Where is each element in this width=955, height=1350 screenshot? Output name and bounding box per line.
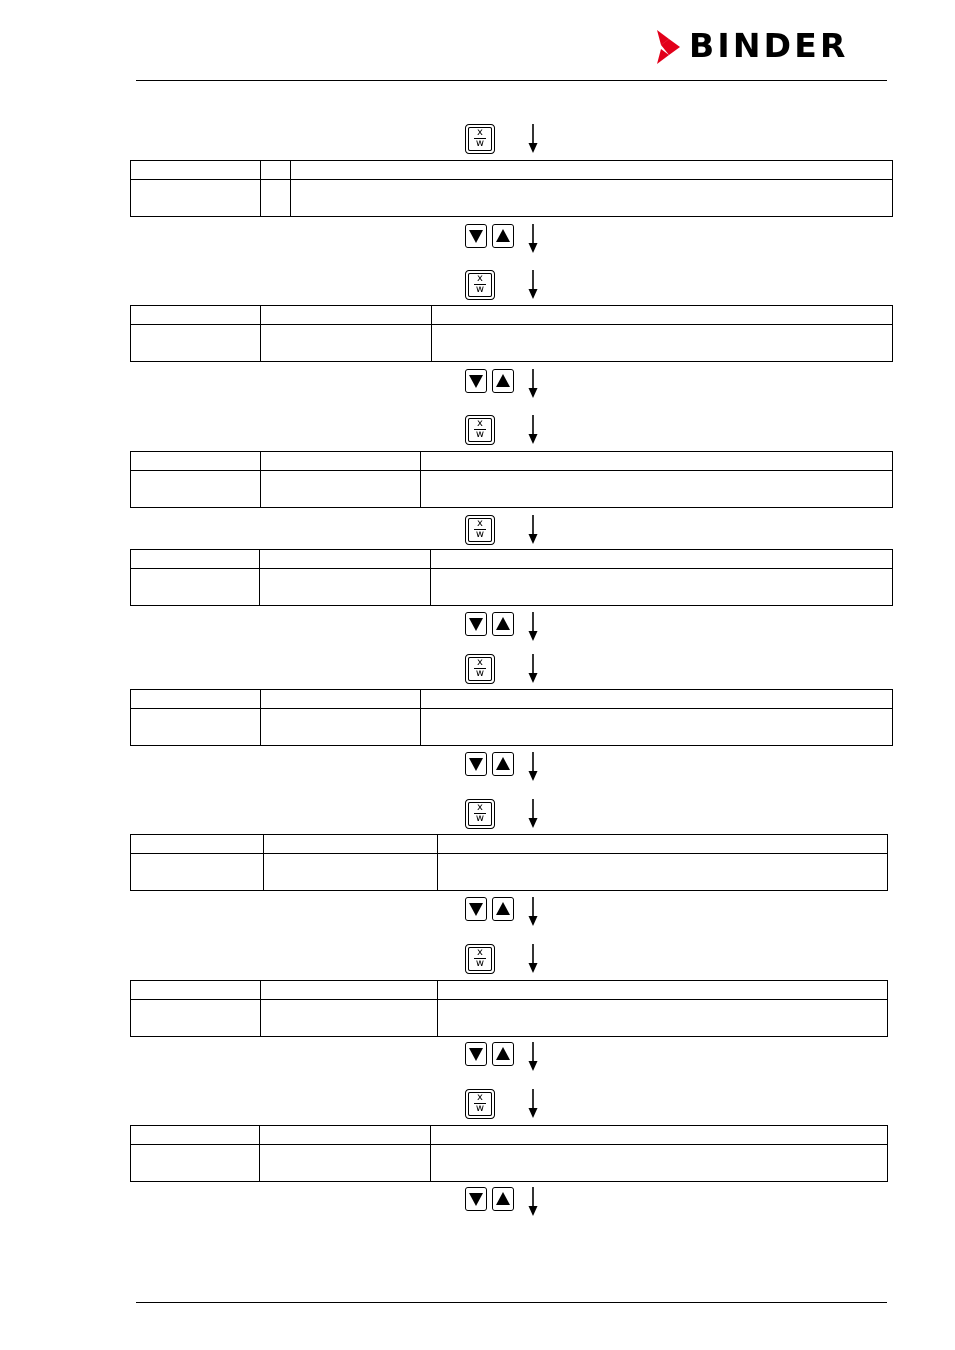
table-cell: [260, 1145, 431, 1182]
table-cell: [261, 161, 291, 180]
enter-key-top-label: x: [477, 657, 483, 668]
table-row: [131, 1145, 888, 1182]
enter-key-top-label: x: [477, 947, 483, 958]
table-cell: [261, 306, 432, 325]
down-arrow-key-icon[interactable]: [465, 612, 487, 636]
table-row: [131, 854, 888, 891]
table-cell: [432, 325, 893, 362]
down-flow-arrow-icon: [528, 752, 538, 782]
down-flow-arrow-icon: [528, 612, 538, 642]
table-cell: [261, 452, 421, 471]
footer-rule: [136, 1302, 887, 1303]
up-arrow-key-icon[interactable]: [492, 612, 514, 636]
setting-table: [130, 980, 888, 1037]
enter-key-icon[interactable]: [465, 1089, 495, 1119]
table-cell: [261, 709, 421, 746]
table-header-row: [131, 835, 888, 854]
table-cell: [131, 325, 261, 362]
enter-key-bottom-label: w: [475, 668, 485, 679]
table-cell: [421, 690, 893, 709]
down-arrow-key-icon[interactable]: [465, 752, 487, 776]
setting-table: [130, 689, 893, 746]
enter-key-icon[interactable]: [465, 515, 495, 545]
setting-table: [130, 305, 893, 362]
enter-key-icon[interactable]: [465, 270, 495, 300]
up-arrow-key-icon[interactable]: [492, 752, 514, 776]
enter-key-bottom-label: w: [475, 1103, 485, 1114]
setting-table: [130, 834, 888, 891]
up-arrow-key-icon[interactable]: [492, 1187, 514, 1211]
up-arrow-key-icon[interactable]: [492, 369, 514, 393]
table-cell: [131, 471, 261, 508]
table-cell: [431, 1126, 888, 1145]
logo-text: BINDER: [689, 26, 849, 65]
enter-key-icon[interactable]: [465, 415, 495, 445]
binder-logo: [656, 26, 888, 65]
table-cell: [131, 1145, 260, 1182]
down-flow-arrow-icon: [528, 415, 538, 445]
setting-table: [130, 160, 893, 217]
table-header-row: [131, 550, 893, 569]
down-flow-arrow-icon: [528, 124, 538, 154]
enter-key-bottom-label: w: [475, 958, 485, 969]
table-header-row: [131, 981, 888, 1000]
up-arrow-key-icon[interactable]: [492, 897, 514, 921]
table-cell: [432, 306, 893, 325]
down-flow-arrow-icon: [528, 369, 538, 399]
table-cell: [131, 835, 264, 854]
enter-key-top-label: x: [477, 1092, 483, 1103]
table-header-row: [131, 161, 893, 180]
enter-key-top-label: x: [477, 518, 483, 529]
table-cell: [438, 1000, 888, 1037]
table-cell: [260, 569, 431, 606]
table-cell: [261, 180, 291, 217]
down-arrow-key-icon[interactable]: [465, 1042, 487, 1066]
table-cell: [261, 981, 438, 1000]
table-cell: [260, 1126, 431, 1145]
table-cell: [131, 550, 260, 569]
table-cell: [131, 981, 261, 1000]
down-arrow-key-icon[interactable]: [465, 897, 487, 921]
table-row: [131, 709, 893, 746]
table-cell: [261, 690, 421, 709]
enter-key-bottom-label: w: [475, 429, 485, 440]
enter-key-bottom-label: w: [475, 529, 485, 540]
down-flow-arrow-icon: [528, 799, 538, 829]
table-cell: [421, 709, 893, 746]
down-flow-arrow-icon: [528, 515, 538, 545]
table-cell: [131, 180, 261, 217]
enter-key-top-label: x: [477, 802, 483, 813]
table-cell: [131, 161, 261, 180]
table-cell: [261, 471, 421, 508]
down-flow-arrow-icon: [528, 654, 538, 684]
table-cell: [261, 1000, 438, 1037]
down-arrow-key-icon[interactable]: [465, 1187, 487, 1211]
table-row: [131, 471, 893, 508]
table-cell: [264, 835, 438, 854]
table-header-row: [131, 452, 893, 471]
down-flow-arrow-icon: [528, 944, 538, 974]
table-cell: [438, 981, 888, 1000]
table-row: [131, 180, 893, 217]
down-arrow-key-icon[interactable]: [465, 369, 487, 393]
table-cell: [421, 452, 893, 471]
logo-chevron-icon: [656, 30, 686, 64]
down-flow-arrow-icon: [528, 897, 538, 927]
table-cell: [264, 854, 438, 891]
table-cell: [131, 690, 261, 709]
table-cell: [131, 1000, 261, 1037]
table-row: [131, 325, 893, 362]
table-cell: [131, 306, 261, 325]
enter-key-bottom-label: w: [475, 138, 485, 149]
table-header-row: [131, 306, 893, 325]
down-flow-arrow-icon: [528, 270, 538, 300]
table-cell: [431, 550, 893, 569]
table-cell: [438, 854, 888, 891]
table-cell: [421, 471, 893, 508]
table-cell: [431, 1145, 888, 1182]
table-cell: [438, 835, 888, 854]
table-row: [131, 1000, 888, 1037]
up-arrow-key-icon[interactable]: [492, 224, 514, 248]
enter-key-icon[interactable]: [465, 124, 495, 154]
enter-key-icon[interactable]: [465, 799, 495, 829]
table-cell: [291, 161, 893, 180]
down-flow-arrow-icon: [528, 1042, 538, 1072]
setting-table: [130, 1125, 888, 1182]
table-cell: [131, 452, 261, 471]
up-arrow-key-icon[interactable]: [492, 1042, 514, 1066]
header-rule: [136, 80, 887, 81]
enter-key-top-label: x: [477, 273, 483, 284]
table-cell: [291, 180, 893, 217]
enter-key-icon[interactable]: [465, 654, 495, 684]
down-flow-arrow-icon: [528, 1187, 538, 1217]
table-cell: [131, 709, 261, 746]
down-arrow-key-icon[interactable]: [465, 224, 487, 248]
enter-key-bottom-label: w: [475, 813, 485, 824]
table-cell: [131, 569, 260, 606]
table-cell: [261, 325, 432, 362]
enter-key-bottom-label: w: [475, 284, 485, 295]
table-cell: [131, 854, 264, 891]
setting-table: [130, 451, 893, 508]
table-cell: [260, 550, 431, 569]
table-cell: [431, 569, 893, 606]
table-header-row: [131, 690, 893, 709]
table-row: [131, 569, 893, 606]
down-flow-arrow-icon: [528, 1089, 538, 1119]
enter-key-icon[interactable]: [465, 944, 495, 974]
enter-key-top-label: x: [477, 127, 483, 138]
table-header-row: [131, 1126, 888, 1145]
enter-key-top-label: x: [477, 418, 483, 429]
down-flow-arrow-icon: [528, 224, 538, 254]
setting-table: [130, 549, 893, 606]
table-cell: [131, 1126, 260, 1145]
